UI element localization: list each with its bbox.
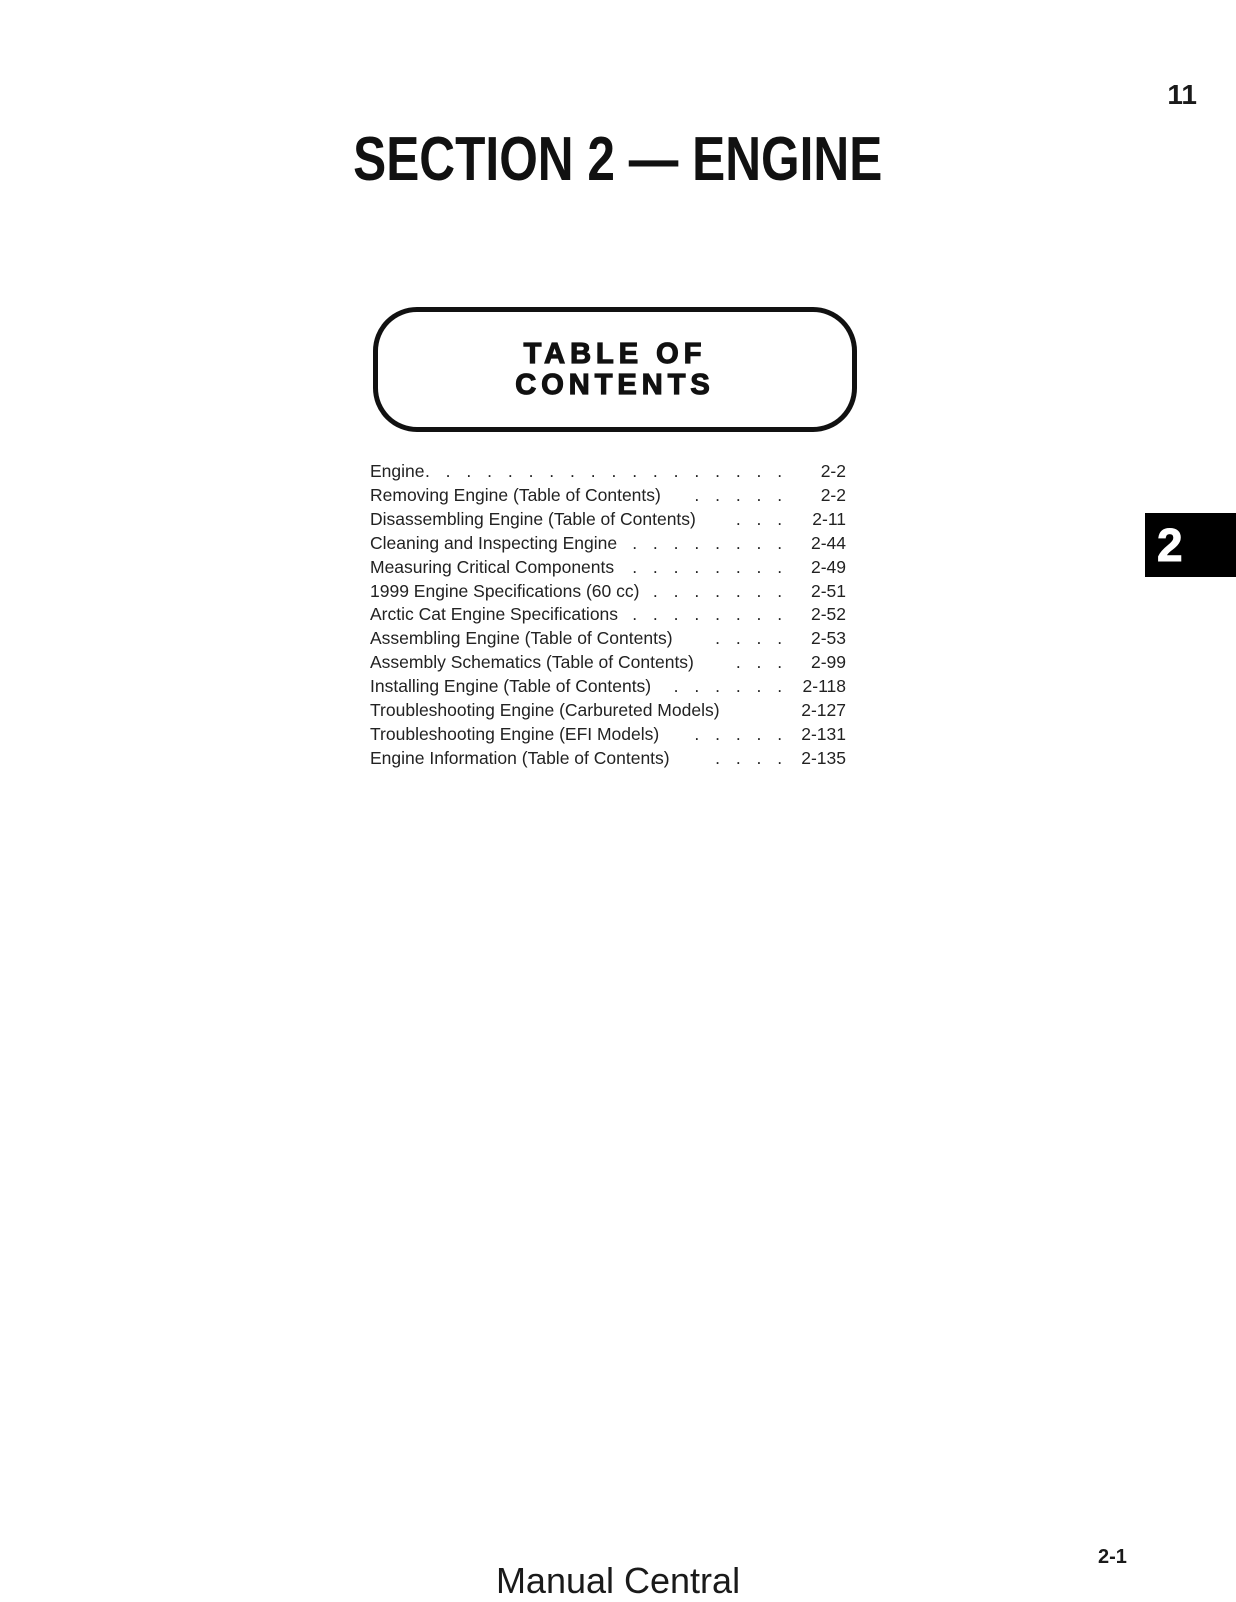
toc-entry-page: 2-53 bbox=[810, 628, 846, 649]
toc-entry bbox=[370, 556, 846, 580]
page-number: 11 bbox=[1167, 79, 1197, 110]
toc-entry-title: Assembling Engine (Table of Contents) bbox=[370, 628, 673, 649]
toc-leader-dots: . . . . . . bbox=[673, 676, 798, 697]
toc-entry-title: Troubleshooting Engine (EFI Models) bbox=[370, 723, 660, 744]
toc-entry bbox=[370, 460, 846, 484]
toc-entry-title: Engine Information (Table of Contents) bbox=[370, 747, 670, 768]
toc-entry-page: 2-118 bbox=[802, 676, 846, 697]
toc-entry-page: 2-49 bbox=[810, 556, 846, 577]
toc-entry-page: 2-135 bbox=[801, 747, 846, 768]
toc-entry-page: 2-127 bbox=[801, 700, 846, 721]
toc-leader-dots: . . . . . bbox=[694, 484, 798, 505]
toc-entry-title: Measuring Critical Components bbox=[370, 556, 615, 577]
footer-page-label: 2-1 bbox=[1098, 1546, 1127, 1568]
table-of-contents-box bbox=[373, 307, 857, 432]
toc-leader-dots: . . . bbox=[735, 508, 798, 529]
toc-entry-title: 1999 Engine Specifications (60 cc) bbox=[370, 580, 640, 601]
toc-entry bbox=[370, 532, 846, 556]
toc-entry-page: 2-51 bbox=[810, 580, 846, 601]
toc-entry-title: Assembly Schematics (Table of Contents) bbox=[370, 652, 694, 673]
toc-entry bbox=[370, 651, 846, 675]
toc-entry-title: Troubleshooting Engine (Carbureted Models) bbox=[370, 700, 720, 721]
toc-entry bbox=[370, 627, 846, 651]
toc-entry-page: 2-52 bbox=[810, 604, 846, 625]
page-title: SECTION 2 — ENGINE bbox=[353, 125, 883, 194]
toc-list bbox=[370, 460, 846, 771]
toc-entry-page: 2-44 bbox=[810, 532, 846, 553]
toc-entry bbox=[370, 603, 846, 627]
toc-leader-dots: . . . . . . . . bbox=[632, 556, 798, 577]
toc-entry bbox=[370, 484, 846, 508]
toc-entry-page: 2-99 bbox=[810, 652, 846, 673]
toc-entry-title: Removing Engine (Table of Contents) bbox=[370, 484, 661, 505]
toc-entry bbox=[370, 675, 846, 699]
section-tab bbox=[1145, 513, 1236, 577]
toc-leader-dots: . . . . . . . . bbox=[632, 604, 798, 625]
toc-entry-title: Installing Engine (Table of Contents) bbox=[370, 676, 652, 697]
footer-brand: Manual Central bbox=[495, 1560, 741, 1601]
toc-leader-dots: . . . . . . . . bbox=[632, 532, 798, 553]
section-title-wrap bbox=[0, 124, 1236, 195]
toc-entry-page: 2-2 bbox=[820, 484, 846, 505]
toc-leader-dots: . . . . . bbox=[694, 723, 798, 744]
toc-entry-title: Arctic Cat Engine Specifications bbox=[370, 604, 619, 625]
toc-entry-title: Engine bbox=[370, 461, 425, 481]
toc-leader-dots: . . . . . . . bbox=[652, 580, 798, 601]
toc-entry bbox=[370, 699, 846, 723]
toc-leader-dots: . . . . bbox=[715, 747, 798, 768]
toc-entry bbox=[370, 747, 846, 771]
toc-entry-page: 2-11 bbox=[812, 508, 846, 529]
toc-entry bbox=[370, 580, 846, 604]
toc-entry-title: Disassembling Engine (Table of Contents) bbox=[370, 508, 696, 529]
toc-leader-dots: . . . . . . . . . . . . . . . . . . bbox=[424, 461, 798, 481]
toc-box-title-line1: TABLE OF bbox=[523, 337, 707, 370]
toc-leader-dots: . . . bbox=[735, 652, 798, 673]
toc-entry-page: 2-131 bbox=[801, 723, 846, 744]
section-tab-number: 2 bbox=[1157, 519, 1183, 571]
toc-entry bbox=[370, 723, 846, 747]
toc-entry-title: Cleaning and Inspecting Engine bbox=[370, 532, 618, 553]
toc-leader-dots: . . . . bbox=[715, 628, 798, 649]
toc-entry bbox=[370, 508, 846, 532]
toc-box-title-line2: CONTENTS bbox=[515, 368, 715, 401]
toc-entry-page: 2-2 bbox=[820, 461, 846, 481]
